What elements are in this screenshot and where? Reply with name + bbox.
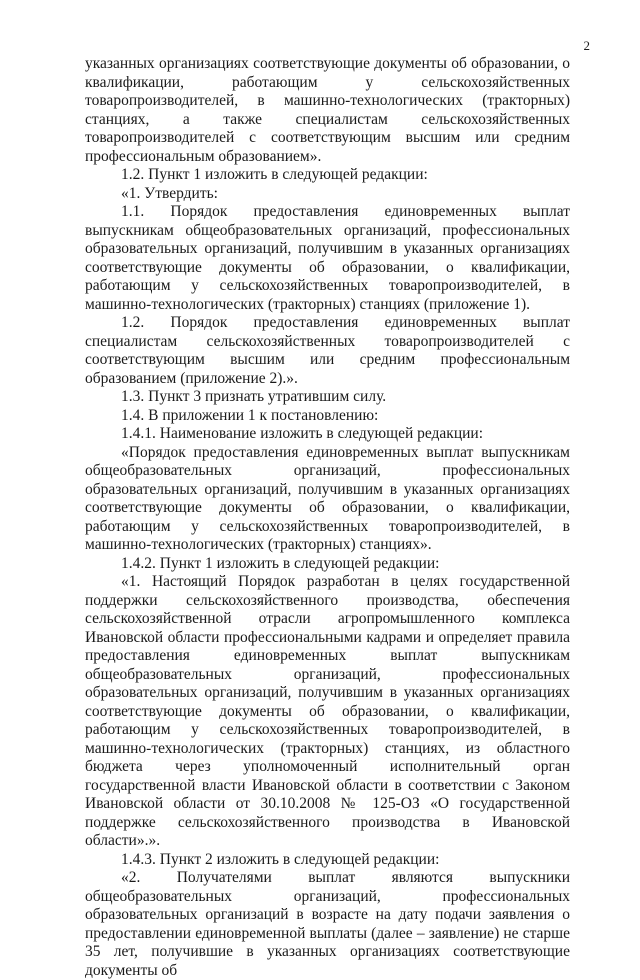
paragraph: «1. Утвердить: — [121, 184, 218, 202]
paragraph: 1.1. Порядок предоставления единовременных выплат выпускникам общеобразовательных организаций, профессиональных образовательных организаций, получившим в указанных организациях соответствующие документы об образовании, о квалификации, работающим у сельскохозяйственных товаропроизводителей, в машинно-технологических (тракторных) станциях (приложение 1). — [85, 203, 570, 313]
document-body — [85, 55, 570, 980]
paragraph: «Порядок предоставления единовременных выплат выпускникам общеобразовательных организаций, профессиональных образовательных организаций, получившим в указанных организациях соответствующие документы об образовании, о квалификации, работающим у сельскохозяйственных товаропроизводителей, в машинно-технологических (тракторных) станциях». — [85, 443, 570, 553]
page-number: 2 — [583, 38, 590, 53]
paragraph: 1.2. Порядок предоставления единовременных выплат специалистам сельскохозяйственных товаропроизводителей с соответствующим высшим или средним профессиональным образованием (приложение 2).». — [85, 314, 570, 387]
paragraph: 1.2. Пункт 1 изложить в следующей редакции: — [121, 166, 428, 183]
paragraph: указанных организациях соответствующие документы об образовании, о квалификации, работающим у сельскохозяйственных товаропроизводителей, в машинно-технологических (тракторных) станциях, а также специалистам сельскохозяйственных товаропроизводителей с соответствующим высшим или средним профессиональным образованием». — [85, 55, 570, 165]
paragraph: 1.4.3. Пункт 2 изложить в следующей редакции: — [121, 850, 440, 868]
paragraph: 1.3. Пункт 3 признать утратившим силу. — [121, 388, 387, 405]
paragraph: «1. Настоящий Порядок разработан в целях государственной поддержки сельскохозяйственного производства, обеспечения сельскохозяйственной отрасли агропромышленного комплекса Ивановской области профессиональными кадрами и определяет правила предоставления единовременных выплат выпускникам общеобразовательных организаций, профессиональных образовательных организаций, получившим в указанных организациях соответствующие документы об образовании, о квалификации, работающим у сельскохозяйственных товаропроизводителей, в машинно-технологических (тракторных) станциях, из областного бюджета через уполномоченный исполнительный орган государственной власти Ивановской области в соответствии с Законом Ивановской области от 30.10.2008 № 125-ОЗ «О государственной поддержке сельскохозяйственного производства в Ивановской области».». — [85, 573, 570, 849]
paragraph: «2. Получателями выплат являются выпускники общеобразовательных организаций, профессиональных образовательных организаций в возрасте на дату подачи заявления о предоставлении единовременной выплаты (далее – заявление) не старше 35 лет, получившие в указанных организациях соответствующие документы об — [85, 869, 570, 979]
paragraph: 1.4.2. Пункт 1 изложить в следующей редакции: — [121, 554, 440, 572]
paragraph: 1.4.1. Наименование изложить в следующей редакции: — [121, 425, 484, 442]
paragraph: 1.4. В приложении 1 к постановлению: — [121, 406, 379, 424]
